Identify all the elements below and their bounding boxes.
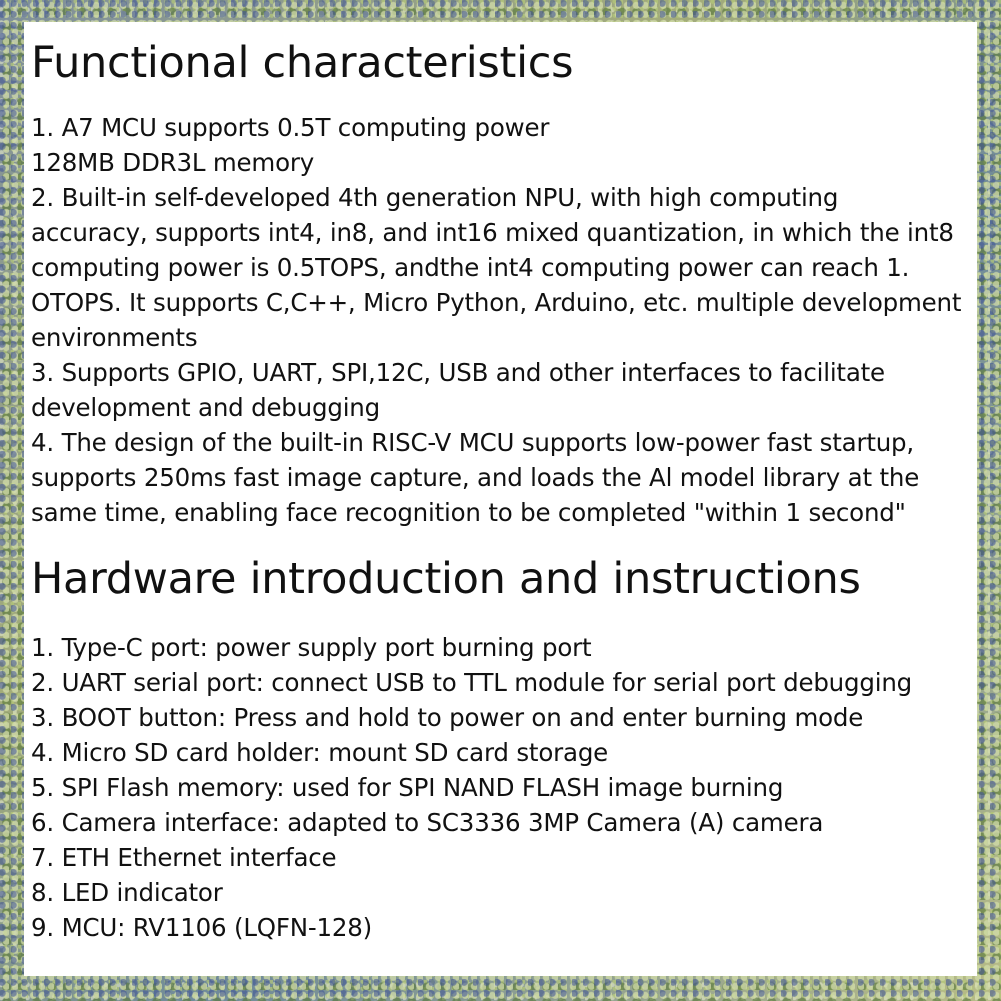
feature-line: environments [31,323,198,352]
feature-line: supports 250ms fast image capture, and loads the Al model library at the [31,463,920,492]
feature-line: 128MB DDR3L memory [31,148,315,177]
functional-characteristics-heading: Functional characteristics [31,38,574,88]
hardware-items-list [31,630,965,945]
feature-line: 1. A7 MCU supports 0.5T computing power [31,113,550,142]
feature-line: computing power is 0.5TOPS, andthe int4 computing power can reach 1. [31,253,910,282]
hardware-item: 4. Micro SD card holder: mount SD card storage [31,738,609,767]
feature-line: same time, enabling face recognition to be completed "within 1 second" [31,498,906,527]
hardware-item: 5. SPI Flash memory: used for SPI NAND FLASH image burning [31,773,784,802]
hardware-item: 3. BOOT button: Press and hold to power on and enter burning mode [31,703,864,732]
feature-line: 3. Supports GPIO, UART, SPI,12C, USB and other interfaces to facilitate [31,358,885,387]
feature-line: OTOPS. It supports C,C++, Micro Python, Arduino, etc. multiple development [31,288,962,317]
hardware-introduction-heading: Hardware introduction and instructions [31,554,861,604]
feature-line: accuracy, supports int4, in8, and int16 mixed quantization, in which the int8 [31,218,954,247]
hardware-item: 2. UART serial port: connect USB to TTL module for serial port debugging [31,668,912,697]
hardware-item: 7. ETH Ethernet interface [31,843,337,872]
content-panel [24,22,977,976]
hardware-item: 1. Type-C port: power supply port burning port [31,633,592,662]
feature-line: 4. The design of the built-in RISC-V MCU supports low-power fast startup, [31,428,914,457]
hardware-item: 9. MCU: RV1106 (LQFN-128) [31,913,373,942]
feature-line: development and debugging [31,393,380,422]
hardware-item: 8. LED indicator [31,878,223,907]
functional-characteristics-text [31,110,965,530]
hardware-item: 6. Camera interface: adapted to SC3336 3MP Camera (A) camera [31,808,824,837]
feature-line: 2. Built-in self-developed 4th generation NPU, with high computing [31,183,839,212]
